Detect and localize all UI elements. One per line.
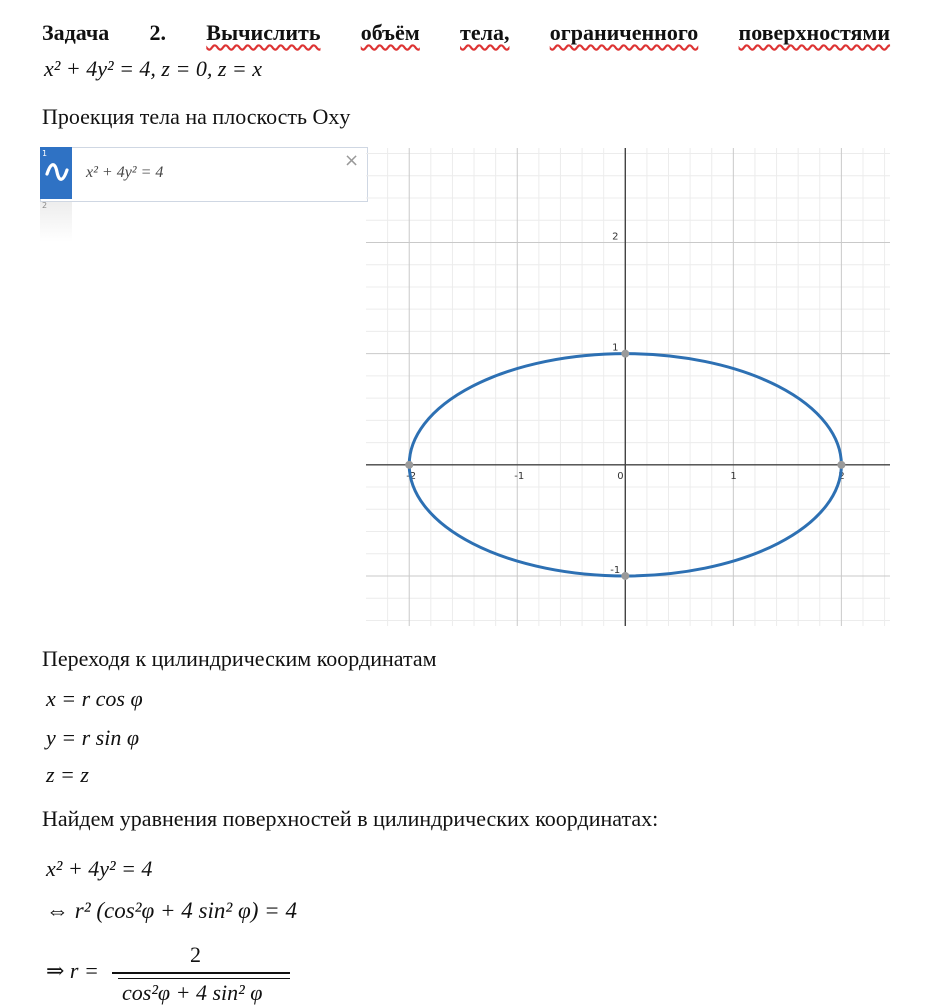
close-icon[interactable]: × [344, 150, 360, 171]
root-bar [118, 978, 290, 979]
x-tick-label: 1 [730, 470, 737, 482]
projection-caption: Проекция тела на плоскость Oxy [42, 104, 351, 129]
heading-word-2: объём [360, 20, 420, 45]
y-tick-label: 1 [612, 342, 619, 354]
heading-word-5: поверхностями [738, 20, 891, 45]
eq-z: z = z [46, 762, 89, 787]
x-tick-label: -1 [514, 470, 525, 482]
eq-equivalent: ⇔ r² (cos²φ + 4 sin² φ) = 4 [46, 898, 297, 923]
find-caption: Найдем уравнения поверхностей в цилиндрических координатах: [42, 806, 659, 831]
surfaces-equation: x² + 4y² = 4, z = 0, z = x [44, 56, 262, 81]
wave-icon [44, 158, 70, 186]
eq-r-lhs: ⇒ r = [46, 958, 99, 983]
eq-surface: x² + 4y² = 4 [46, 856, 153, 881]
eq-y: y = r sin φ [46, 725, 140, 750]
y-tick-label: 2 [612, 231, 619, 243]
y-tick-label: -1 [610, 564, 621, 576]
marked-point [405, 461, 413, 469]
row-number-2: 2 [42, 201, 48, 210]
heading-word-4: ограниченного [549, 20, 699, 45]
row-number-1: 1 [42, 149, 48, 158]
marked-point [837, 461, 845, 469]
x-tick-label: 2 [838, 470, 845, 482]
x-tick-label: 0 [617, 470, 624, 482]
minor-grid [366, 148, 890, 626]
ellipse-graph[interactable] [366, 148, 890, 626]
eq-x: x = r cos φ [46, 686, 143, 711]
heading-word-3: тела, [460, 20, 510, 45]
cylindrical-caption: Переходя к цилиндрическим координатам [42, 646, 437, 671]
problem-heading [42, 18, 890, 48]
fraction-bar [112, 972, 290, 974]
problem-label: Задача 2. [42, 20, 167, 45]
eq-r-numerator: 2 [190, 942, 201, 967]
marked-point [621, 572, 629, 580]
expression-text[interactable]: x² + 4y² = 4 [86, 164, 164, 181]
marked-point [621, 350, 629, 358]
eq-r-denominator: cos²φ + 4 sin² φ [122, 980, 263, 1005]
axes [366, 148, 890, 626]
x-tick-label: -2 [406, 470, 417, 482]
major-grid [366, 148, 890, 626]
heading-word-1: Вычислить [206, 20, 321, 45]
